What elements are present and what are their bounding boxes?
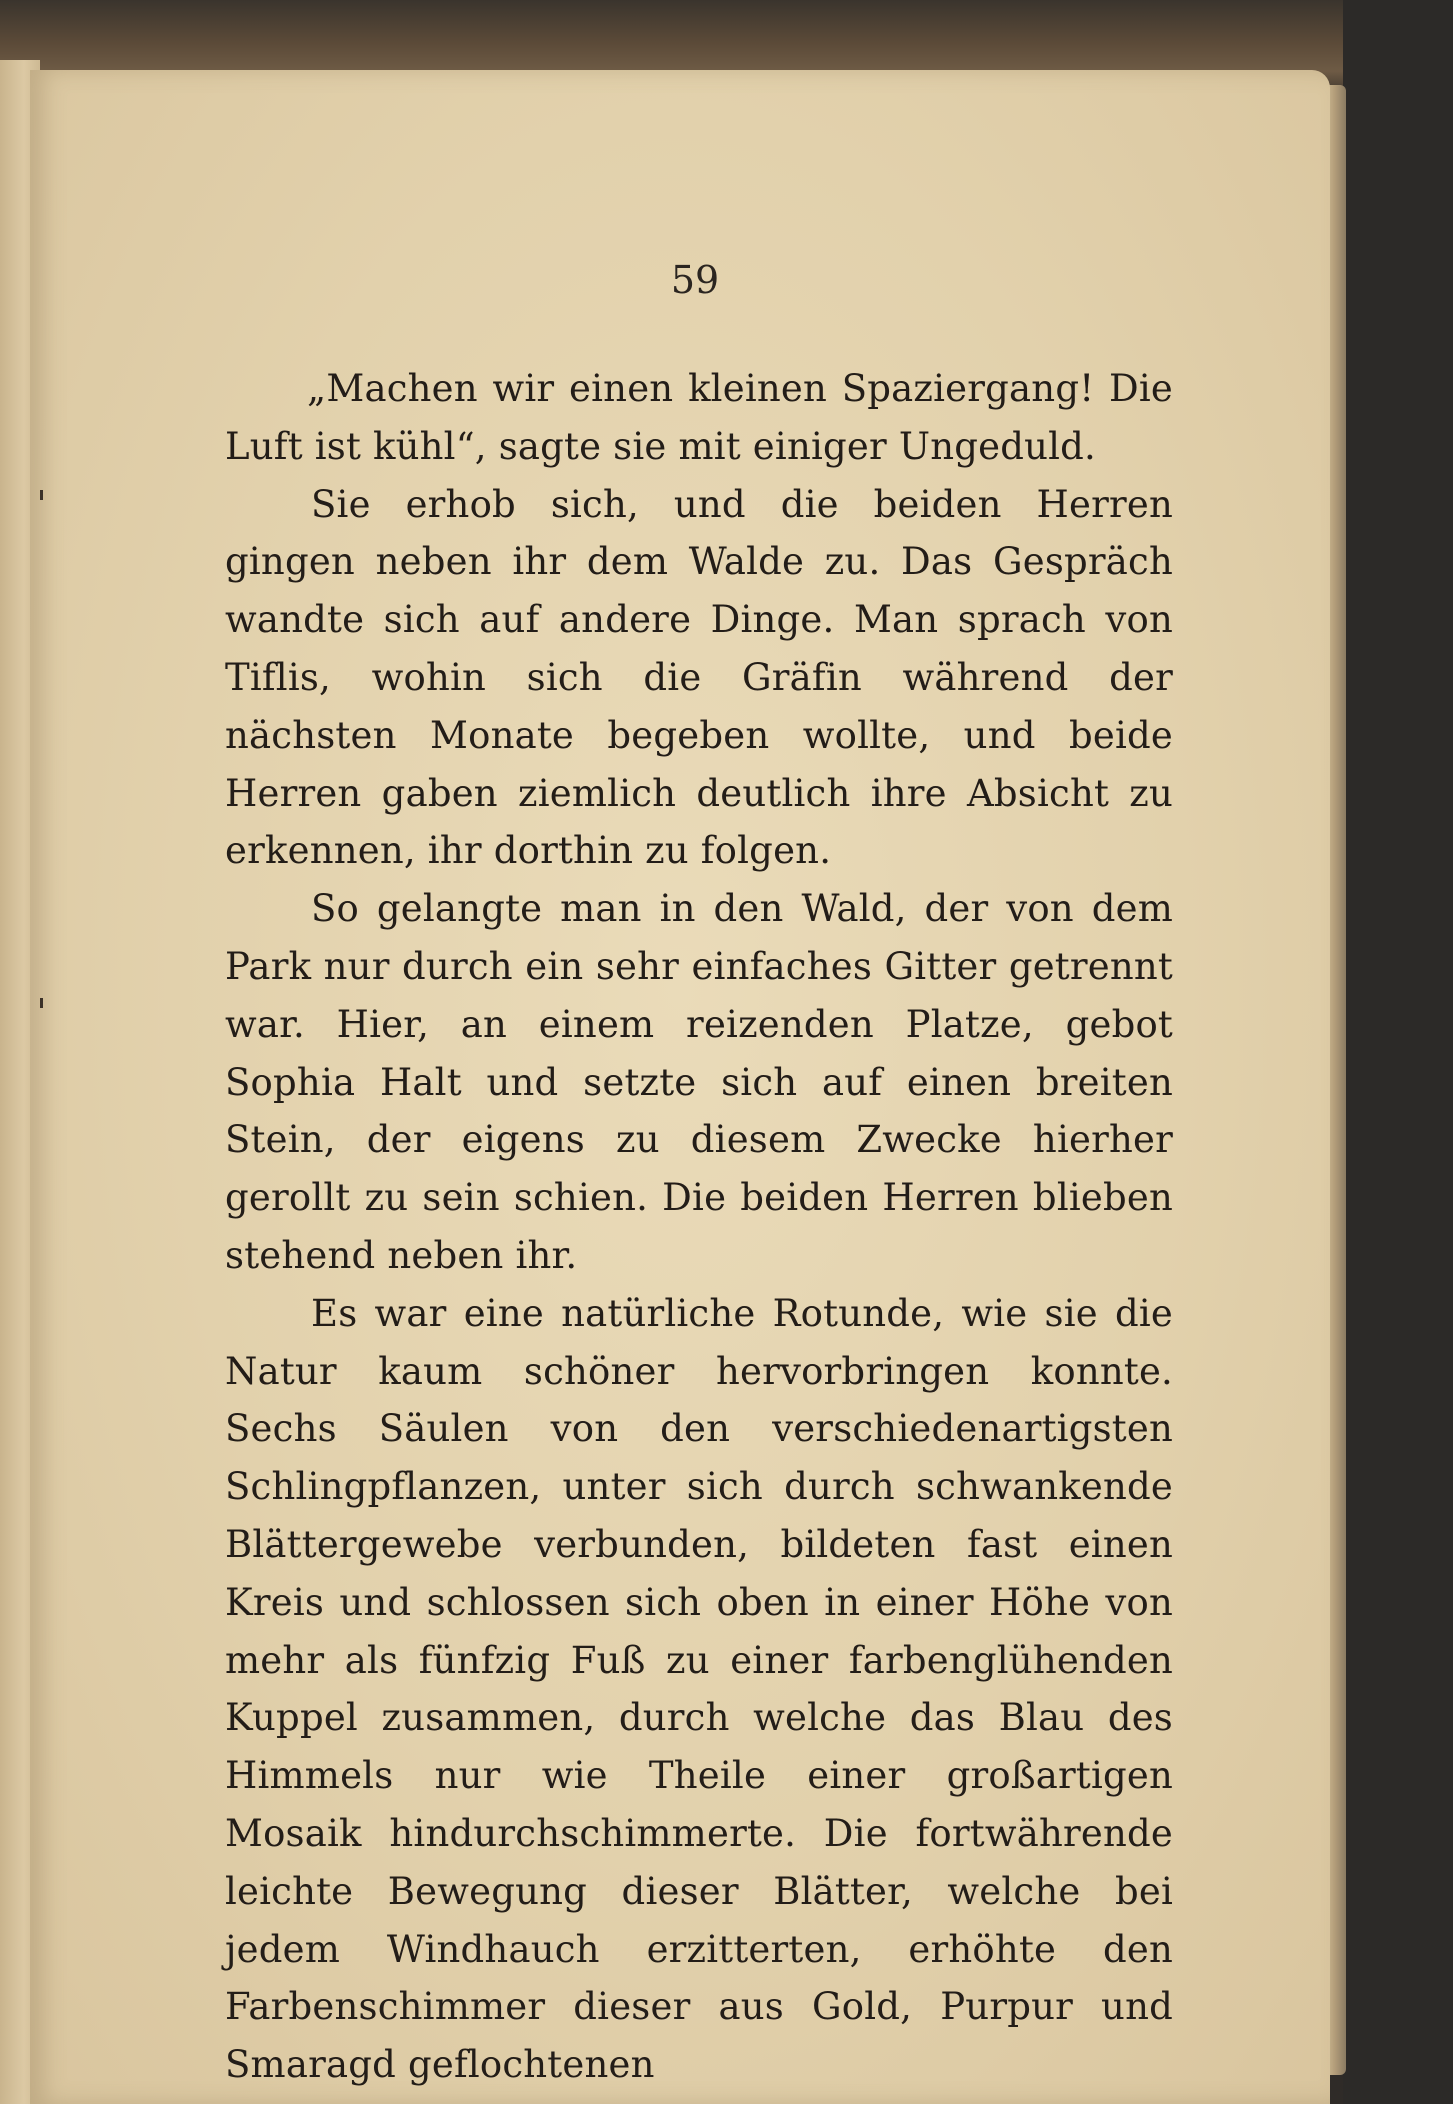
paragraph: So gelangte man in den Wald, der von dem Park nur durch ein sehr einfaches Gitter getrennt war. Hier, an einem reizenden Platze, gebot Sophia Halt und setzte sich auf einen breiten Stein, der eigens zu diesem Zwecke hierher gerollt zu sein schien. Die beiden Herren blieben stehend neben ihr. (225, 887, 1173, 1277)
paragraph: „Machen wir einen kleinen Spaziergang! Die Luft ist kühl“, sagte sie mit einiger Ungeduld. (225, 367, 1173, 468)
paragraph: Sie erhob sich, und die beiden Herren gingen neben ihr dem Walde zu. Das Gespräch wandte sich auf andere Dinge. Man sprach von Tiflis, wohin sich die Gräfin während der nächsten Monate begeben wollte, und beide Herren gaben ziemlich deutlich ihre Absicht zu erkennen, ihr dorthin zu folgen. (225, 482, 1173, 873)
book-cover-right-edge (1343, 0, 1453, 2104)
page-number: 59 (670, 258, 720, 302)
margin-mark (40, 490, 43, 500)
margin-mark (40, 998, 43, 1008)
body-text (225, 360, 1173, 2094)
paragraph: Es war eine natürliche Rotunde, wie sie die Natur kaum schöner hervorbringen konnte. Sechs Säulen von den verschiedenartigsten Schlingpflanzen, unter sich durch schwankende Blättergewebe verbunden, bildeten fast einen Kreis und schlossen sich oben in einer Höhe von mehr als fünfzig Fuß zu einer farbenglühenden Kuppel zusammen, durch welche das Blau des Himmels nur wie Theile einer großartigen Mosaik hindurchschimmerte. Die fortwährende leichte Bewegung dieser Blätter, welche bei jedem Windhauch erzitterten, erhöhte den Farbenschimmer dieser aus Gold, Purpur und Smaragd geflochtenen (225, 1291, 1173, 2087)
